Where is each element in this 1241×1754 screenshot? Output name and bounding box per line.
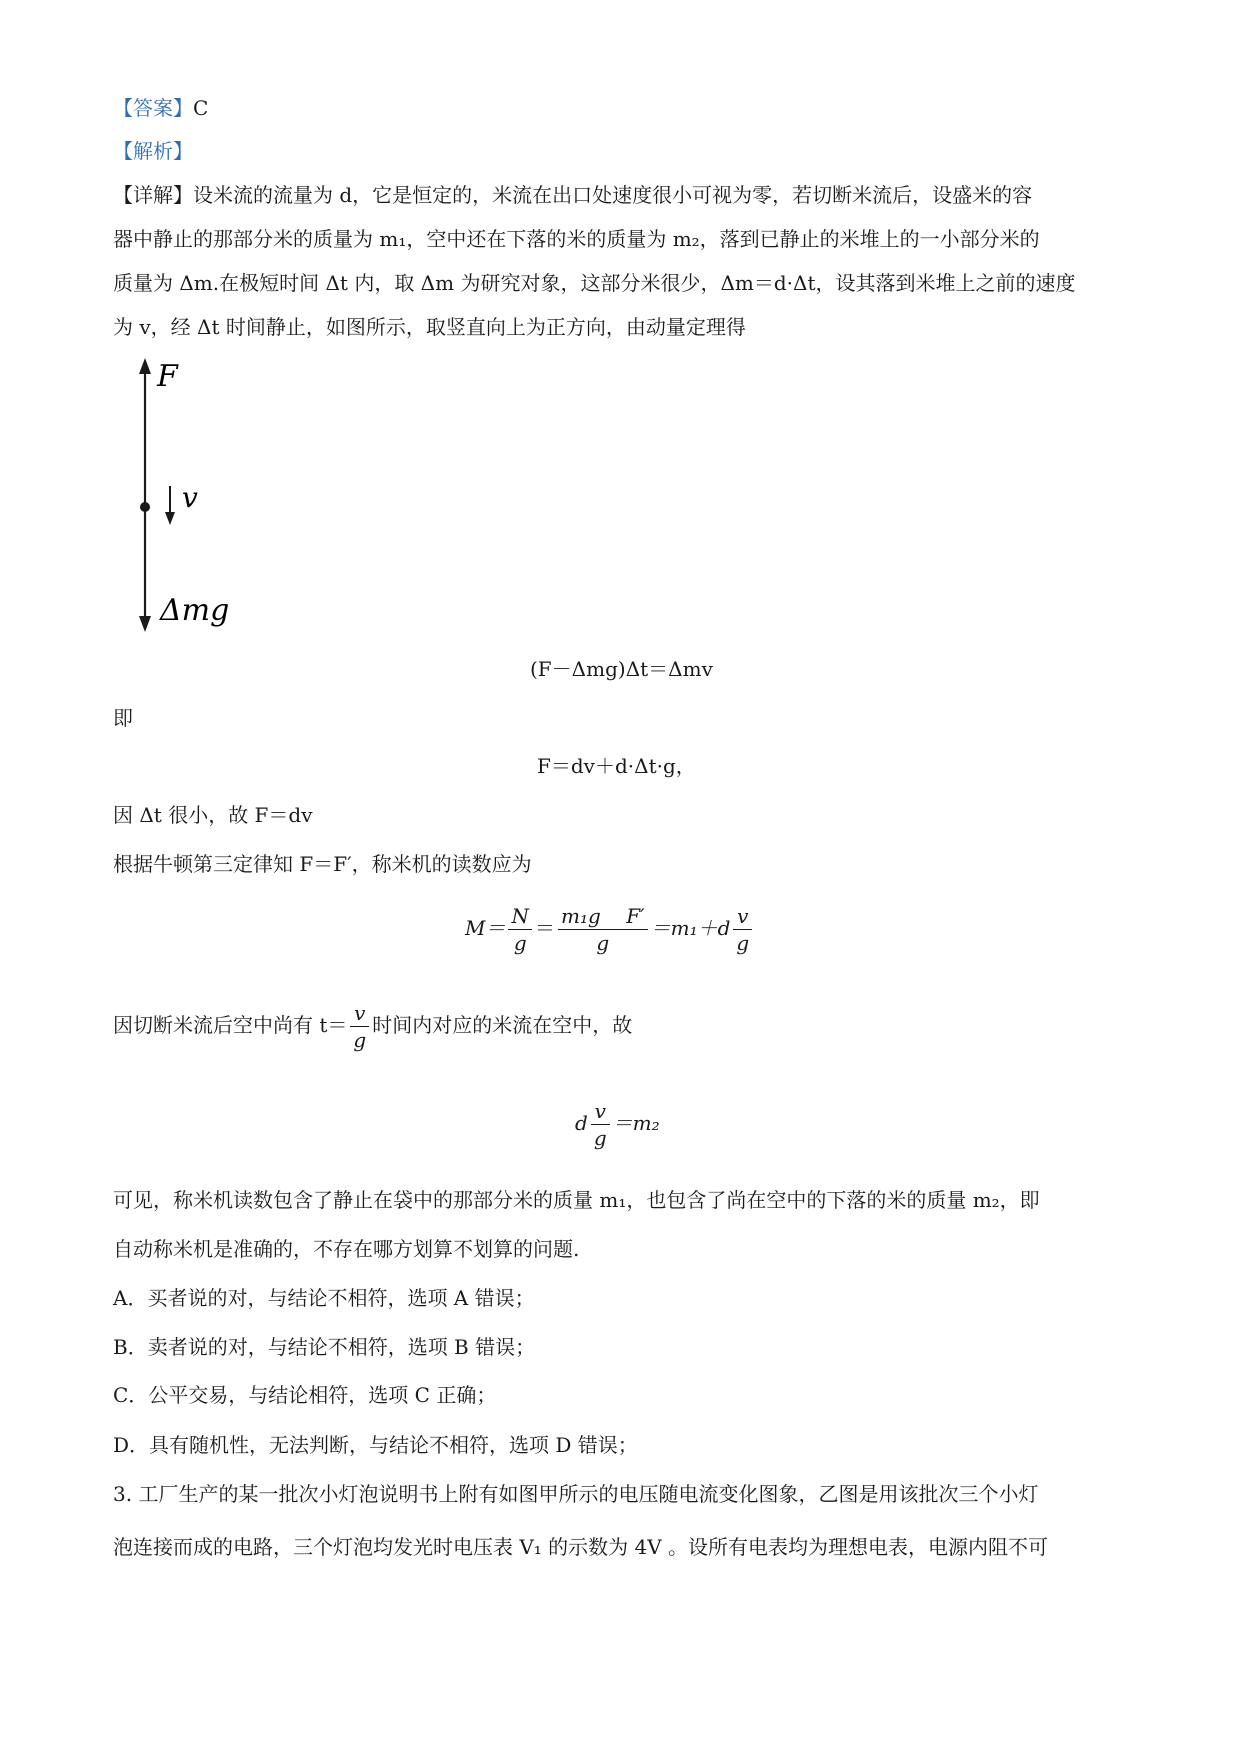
force-label-F: F [157, 359, 178, 394]
ji-text: 即 [113, 706, 133, 730]
eq4-pre: d [575, 1111, 588, 1135]
option-b: B．卖者说的对，与结论不相符，选项 B 错误； [113, 1335, 536, 1359]
option-d: D．具有随机性，无法判断，与结论不相符，选项 D 错误； [113, 1433, 638, 1457]
detail-text-1: 设米流的流量为 d，它是恒定的，米流在出口处速度很小可视为零，若切断米流后，设盛米的容 [193, 183, 1033, 207]
eq3-f1-den: g [513, 931, 527, 955]
force-diagram [120, 352, 250, 642]
conclusion-line-2: 自动称米机是准确的，不存在哪方划算不划算的问题. [113, 1237, 580, 1261]
eq3-lhs: M＝ [465, 916, 506, 940]
equation-3 [465, 903, 755, 956]
eq4-post: ＝m₂ [612, 1111, 660, 1135]
newton-text: 根据牛顿第三定律知 F＝F′，称米机的读数应为 [113, 852, 532, 876]
eq3-f1-num: N [508, 903, 532, 930]
conclusion-line-1: 可见，称米机读数包含了静止在袋中的那部分米的质量 m₁，也包含了尚在空中的下落的米的质量 m₂，即 [113, 1188, 1040, 1212]
cut-post: 时间内对应的米流在空中，故 [372, 1013, 633, 1037]
detail-line-4: 为 v，经 Δt 时间静止，如图所示，取竖直向上为正方向，由动量定理得 [113, 315, 746, 339]
cut-line [113, 1000, 632, 1053]
eq3-mid: ＝m₁＋d [650, 916, 731, 940]
cut-num: v [350, 1000, 369, 1027]
question-3-line-1: 3. 工厂生产的某一批次小灯泡说明书上附有如图甲所示的电压随电流变化图象，乙图是用该批次三个小灯 [113, 1482, 1039, 1506]
answer-value: C [193, 96, 209, 120]
gravity-label: Δmg [160, 593, 230, 628]
because-text: 因 Δt 很小，故 F＝dv [113, 803, 313, 827]
detail-line-1 [113, 181, 1032, 209]
equation-4 [575, 1098, 660, 1151]
answer-line [113, 94, 208, 122]
detail-line-3: 质量为 Δm.在极短时间 Δt 内，取 Δm 为研究对象，这部分米很少，Δm＝d·Δt，设其落到米堆上之前的速度 [113, 271, 1076, 295]
eq3-f2-num: m₁g F′ [558, 903, 648, 930]
cut-den: g [353, 1028, 367, 1052]
cut-fraction [350, 1000, 369, 1053]
analysis-line [113, 137, 193, 165]
analysis-tag: 【解析】 [113, 139, 193, 163]
option-c: C．公平交易，与结论相符，选项 C 正确； [113, 1383, 497, 1407]
detail-tag: 【详解】 [113, 183, 193, 207]
answer-tag: 【答案】 [113, 96, 193, 120]
eq3-f3-num: v [733, 903, 752, 930]
eq3-eq: ＝ [534, 916, 555, 940]
velocity-label-v: v [182, 481, 198, 514]
eq3-fraction-3 [733, 903, 752, 956]
eq3-fraction-1 [508, 903, 532, 956]
option-a: A．买者说的对，与结论不相符，选项 A 错误； [113, 1286, 535, 1310]
cut-pre: 因切断米流后空中尚有 t＝ [113, 1013, 348, 1037]
detail-line-2: 器中静止的那部分米的质量为 m₁，空中还在下落的米的质量为 m₂，落到已静止的米堆上的一小部分米的 [113, 227, 1040, 251]
equation-1: (F－Δmg)Δt＝Δmv [530, 657, 713, 681]
eq3-fraction-2 [558, 903, 648, 956]
eq3-f2-den: g [596, 931, 610, 955]
eq4-den: g [593, 1126, 607, 1150]
eq4-num: v [591, 1098, 610, 1125]
eq3-f3-den: g [736, 931, 750, 955]
eq4-fraction [591, 1098, 610, 1151]
question-3-line-2: 泡连接而成的电路，三个灯泡均发光时电压表 V₁ 的示数为 4V 。设所有电表均为理想电表，电源内阻不可 [113, 1535, 1049, 1559]
equation-2: F＝dv＋d·Δt·g， [537, 754, 696, 778]
